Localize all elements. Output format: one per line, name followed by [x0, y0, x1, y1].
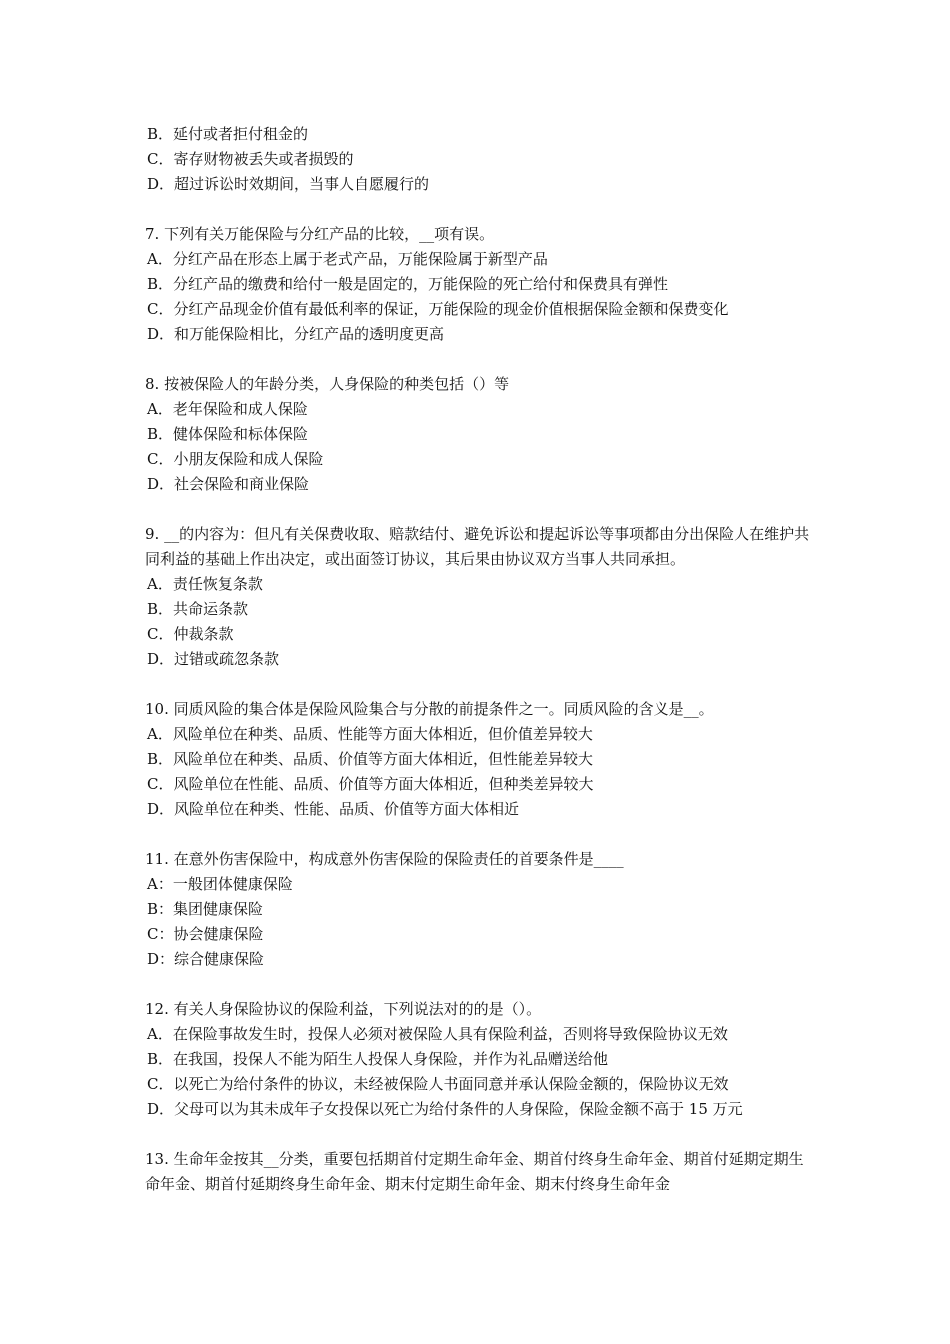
spacer — [145, 347, 815, 372]
option-b: B．延付或者拒付租金的 — [147, 125, 309, 143]
option-d: D．社会保险和商业保险 — [147, 475, 310, 493]
option-a: A：一般团体健康保险 — [147, 875, 293, 893]
option-c: C．以死亡为给付条件的协议，未经被保险人书面同意并承认保险金额的，保险协议无效 — [147, 1075, 729, 1093]
spacer — [145, 1122, 815, 1147]
question-text: 9. __的内容为：但凡有关保费收取、赔款结付、避免诉讼和提起诉讼等事项都由分出保险人在维护共同利益的基础上作出决定，或出面签订协议，其后果由协议双方当事人共同承担。 — [145, 525, 810, 568]
option-c: C．分红产品现金价值有最低利率的保证，万能保险的现金价值根据保险金额和保费变化 — [147, 300, 729, 318]
document-page — [145, 122, 815, 1197]
option-d: D：综合健康保险 — [147, 950, 265, 968]
question-8 — [145, 372, 815, 497]
question-10 — [145, 697, 815, 822]
option-d: D．父母可以为其未成年子女投保以死亡为给付条件的人身保险，保险金额不高于 15 万元 — [147, 1100, 743, 1118]
option-a: A．在保险事故发生时，投保人必须对被保险人具有保险利益，否则将导致保险协议无效 — [147, 1025, 728, 1043]
option-c: C：协会健康保险 — [147, 925, 264, 943]
option-b: B．风险单位在种类、品质、价值等方面大体相近，但性能差异较大 — [147, 750, 594, 768]
option-c: C．寄存财物被丢失或者损毁的 — [147, 150, 354, 168]
question-text: 12. 有关人身保险协议的保险利益，下列说法对的的是（）。 — [145, 1000, 542, 1018]
question-13 — [145, 1147, 815, 1197]
option-a: A．老年保险和成人保险 — [147, 400, 308, 418]
spacer — [145, 822, 815, 847]
question-fragment — [145, 122, 815, 197]
question-11 — [145, 847, 815, 972]
option-b: B：集团健康保险 — [147, 900, 264, 918]
option-b: B．在我国，投保人不能为陌生人投保人身保险，并作为礼品赠送给他 — [147, 1050, 609, 1068]
option-d: D．和万能保险相比，分红产品的透明度更高 — [147, 325, 445, 343]
question-text: 7. 下列有关万能保险与分红产品的比较，__项有误。 — [145, 225, 495, 243]
spacer — [145, 672, 815, 697]
question-7 — [145, 222, 815, 347]
option-a: A．风险单位在种类、品质、性能等方面大体相近，但价值差异较大 — [147, 725, 593, 743]
question-text: 8. 按被保险人的年龄分类，人身保险的种类包括（）等 — [145, 375, 510, 393]
option-d: D．过错或疏忽条款 — [147, 650, 280, 668]
option-c: C．小朋友保险和成人保险 — [147, 450, 324, 468]
question-text: 11. 在意外伤害保险中，构成意外伤害保险的保险责任的首要条件是____ — [145, 850, 624, 868]
spacer — [145, 497, 815, 522]
option-c: C．风险单位在性能、品质、价值等方面大体相近，但种类差异较大 — [147, 775, 594, 793]
option-b: B．健体保险和标体保险 — [147, 425, 309, 443]
option-b: B．分红产品的缴费和给付一般是固定的，万能保险的死亡给付和保费具有弹性 — [147, 275, 669, 293]
option-b: B．共命运条款 — [147, 600, 249, 618]
question-9 — [145, 522, 815, 672]
option-a: A．分红产品在形态上属于老式产品，万能保险属于新型产品 — [147, 250, 548, 268]
option-d: D．风险单位在种类、性能、品质、价值等方面大体相近 — [147, 800, 520, 818]
question-text: 13. 生命年金按其__分类，重要包括期首付定期生命年金、期首付终身生命年金、期首付延期定期生命年金、期首付延期终身生命年金、期末付定期生命年金、期末付终身生命年金 — [145, 1150, 804, 1193]
question-12 — [145, 997, 815, 1122]
option-d: D．超过诉讼时效期间，当事人自愿履行的 — [147, 175, 430, 193]
option-c: C．仲裁条款 — [147, 625, 234, 643]
option-a: A．责任恢复条款 — [147, 575, 263, 593]
spacer — [145, 197, 815, 222]
spacer — [145, 972, 815, 997]
question-text: 10. 同质风险的集合体是保险风险集合与分散的前提条件之一。同质风险的含义是__。 — [145, 700, 714, 718]
